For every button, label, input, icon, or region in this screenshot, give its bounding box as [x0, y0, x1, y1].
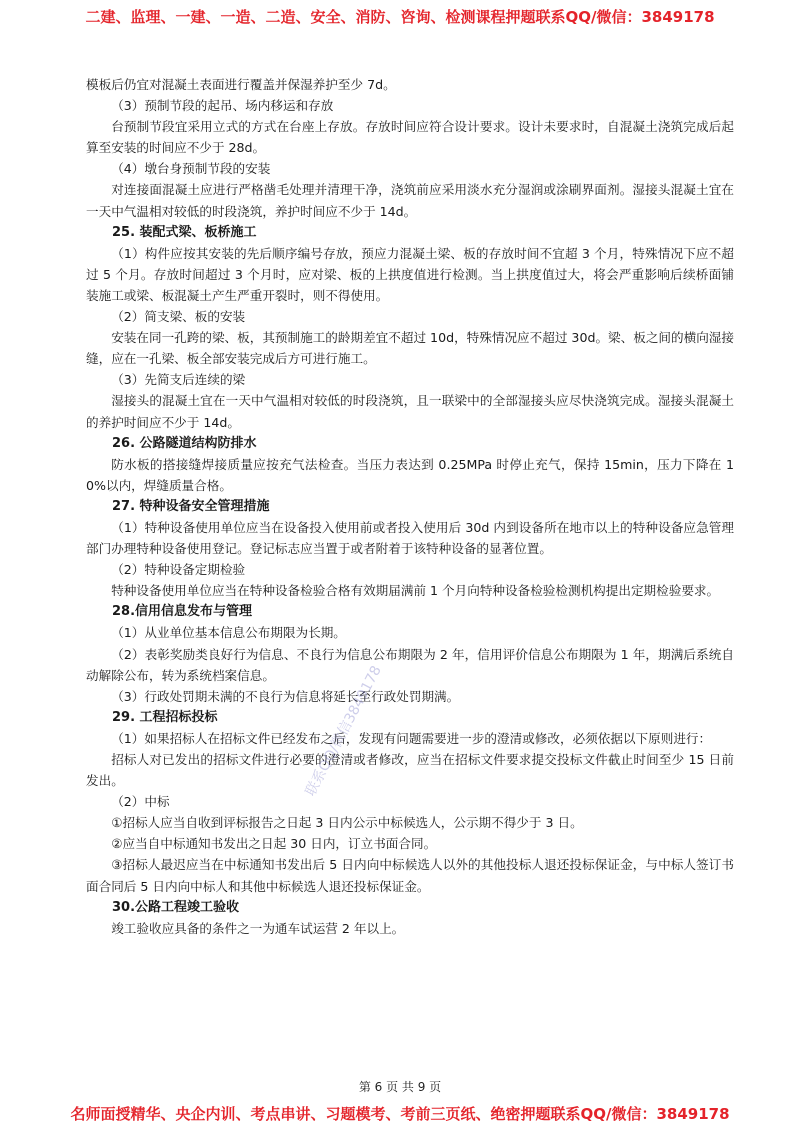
paragraph: 台预制节段宜采用立式的方式在台座上存放。存放时间应符合设计要求。设计未要求时，自混凝土浇筑完成后起算至安装的时间应不少于 28d。: [86, 119, 734, 156]
subheading: （2）特种设备定期检验: [111, 562, 246, 578]
page-number: 第 6 页 共 9 页: [358, 1080, 442, 1094]
subheading: （2）中标: [111, 794, 170, 810]
paragraph: 安装在同一孔跨的梁、板，其预制施工的龄期差宜不超过 10d，特殊情况应不超过 30d。梁、板之间的横向湿接缝，应在一孔梁、板全部安装完成后方可进行施工。: [86, 330, 734, 367]
paragraph: （1）特种设备使用单位应当在设备投入使用前或者投入使用后 30d 内到设备所在地市以上的特种设备应急管理部门办理特种设备使用登记。登记标志应当置于或者附着于该特种设备的显著位置。: [86, 519, 734, 557]
section-heading: 30.公路工程竣工验收: [112, 899, 240, 915]
subheading: （4）墩台身预制节段的安装: [111, 161, 271, 177]
section-heading: 29. 工程招标投标: [112, 709, 218, 725]
subheading: （3）先简支后连续的梁: [111, 372, 246, 388]
list-item: ①招标人应当自收到评标报告之日起 3 日内公示中标候选人，公示期不得少于 3 日。: [111, 815, 583, 831]
document-body: [86, 74, 734, 939]
paragraph: 招标人对已发出的招标文件进行必要的澄清或者修改，应当在招标文件要求提交投标文件截止时间至少 15 日前发出。: [86, 752, 734, 789]
section-heading: 27. 特种设备安全管理措施: [112, 498, 270, 514]
promo-banner-bottom: 名师面授精华、央企内训、考点串讲、习题模考、考前三页纸、绝密押题联系QQ/微信：3849178: [70, 1105, 730, 1123]
section-heading: 25. 装配式梁、板桥施工: [112, 224, 257, 240]
subheading: （3）行政处罚期未满的不良行为信息将延长至行政处罚期满。: [111, 688, 460, 704]
paragraph: （1）如果招标人在招标文件已经发布之后，发现有问题需要进一步的澄清或修改，必须依据以下原则进行：: [111, 730, 712, 746]
paragraph: 特种设备使用单位应当在特种设备检验合格有效期届满前 1 个月向特种设备检验检测机构提出定期检验要求。: [111, 583, 720, 599]
list-item: ③招标人最迟应当在中标通知书发出后 5 日内向中标候选人以外的其他投标人退还投标保证金，与中标人签订书面合同后 5 日内向中标人和其他中标候选人退还投标保证金。: [86, 857, 734, 894]
paragraph: 防水板的搭接缝焊接质量应按充气法检查。当压力表达到 0.25MPa 时停止充气，保持 15min，压力下降在 10%以内，焊缝质量合格。: [86, 456, 734, 493]
paragraph: 模板后仍宜对混凝土表面进行覆盖并保湿养护至少 7d。: [86, 77, 396, 92]
subheading: （1）从业单位基本信息公布期限为长期。: [111, 625, 346, 641]
list-item: ②应当自中标通知书发出之日起 30 日内，订立书面合同。: [111, 836, 437, 852]
subheading: （2）简支梁、板的安装: [111, 309, 246, 325]
paragraph: 湿接头的混凝土宜在一天中气温相对较低的时段浇筑，且一联梁中的全部湿接头应尽快浇筑完成。湿接头混凝土的养护时间应不少于 14d。: [86, 393, 734, 430]
paragraph: （2）表彰奖励类良好行为信息、不良行为信息公布期限为 2 年，信用评价信息公布期限为 1 年，期满后系统自动解除公布，转为系统档案信息。: [86, 646, 734, 683]
promo-banner-top: 二建、监理、一建、一造、二造、安全、消防、咨询、检测课程押题联系QQ/微信：3849178: [85, 8, 715, 26]
section-heading: 28.信用信息发布与管理: [112, 604, 253, 620]
paragraph: 竣工验收应具备的条件之一为通车试运营 2 年以上。: [111, 920, 405, 936]
watermark: 联系QQ/微信3849178: [302, 663, 385, 799]
paragraph: 对连接面混凝土应进行严格凿毛处理并清理干净，浇筑前应采用淡水充分湿润或涂刷界面剂。湿接头混凝土宜在一天中气温相对较低的时段浇筑，养护时间应不少于 14d。: [86, 182, 734, 219]
subheading: （3）预制节段的起吊、场内移运和存放: [111, 98, 334, 114]
paragraph: （1）构件应按其安装的先后顺序编号存放，预应力混凝土梁、板的存放时间不宜超 3 个月，特殊情况下应不超过 5 个月。存放时间超过 3 个月时，应对梁、板的上拱度值进行检测。当上拱度值过大，将会严重影响后续桥面铺装施工或梁、板混凝土产生严重开裂时，则不得使用。: [86, 245, 734, 303]
section-heading: 26. 公路隧道结构防排水: [112, 435, 257, 451]
